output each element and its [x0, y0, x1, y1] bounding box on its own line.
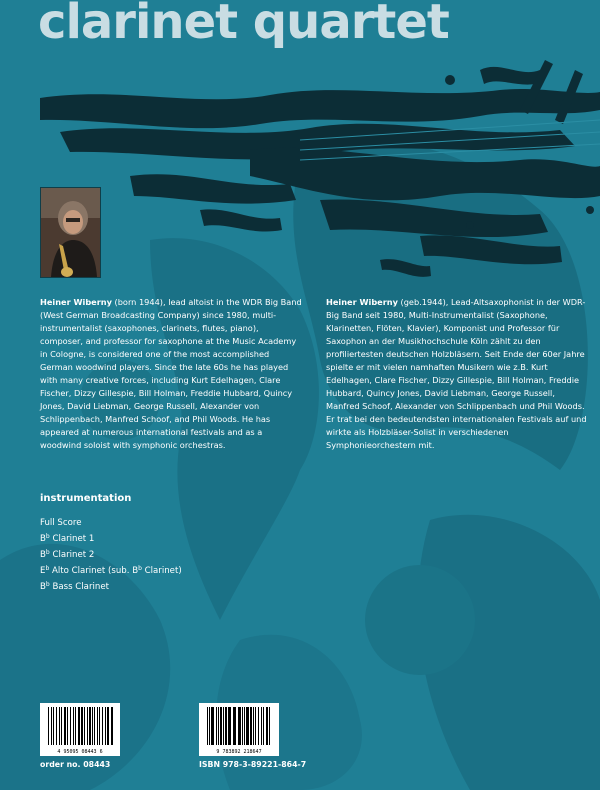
bio-name-en: Heiner Wiberny	[40, 297, 112, 307]
order-number-caption: order no. 08443	[40, 760, 111, 769]
instrument-item: $B^b$ Clarinet 1	[40, 533, 95, 544]
author-photo	[40, 187, 101, 278]
barcode-digits: 4 95095 08443 6	[57, 749, 103, 755]
barcode-bars	[199, 703, 279, 749]
instrumentation-list	[40, 517, 182, 594]
biography-english	[40, 296, 303, 452]
barcode-bars	[40, 703, 120, 749]
bio-name-de: Heiner Wiberny	[326, 297, 398, 307]
cover-title: clarinet quartet	[38, 0, 449, 50]
bio-text-de: (geb.1944), Lead-Altsaxophonist in der WDR-Big Band seit 1980, Multi-Instrumentalist (Saxophone, Klarinetten, Flöten, Klavier), Komponist und Professor für Saxophon an der Musikhochschule Köln zählt zu den profiliertesten deutschen Holzbläsern. Seit Ende der 60er Jahre spielte er mit vielen namhaften Musikern wie z.B. Kurt Edelhagen, Clare Fischer, Dizzy Gillespie, Bill Holman, Freddie Hubbard, Quincy Jones, David Liebman, George Russell, Manfred Schoof, Alexander von Schlippenbach und Phil Woods. Er trat bei den bedeutendsten internationalen Festivals auf und wirkte als Holzbläser-Solist in verschiedenen Symphonieorchestern mit.	[326, 297, 587, 450]
instrument-item: $B^b$ Clarinet 2	[40, 549, 95, 560]
instrument-item: $E^b$ Alto Clarinet (sub. $B^b$ Clarinet)	[40, 565, 182, 576]
biography-german	[326, 296, 589, 452]
barcode-isbn	[199, 703, 279, 756]
bio-text-en: (born 1944), lead altoist in the WDR Big Band (West German Broadcasting Company) since 1980, multi-instrumentalist (saxophones, clarinets, flutes, piano), composer, and professor for saxophone at the Music Academy in Cologne, is considered one of the most accomplished German woodwind players. Since the late 60s he has played with many creative forces, including Kurt Edelhagen, Clare Fischer, Dizzy Gillespie, Bill Holman, Freddie Hubbard, Quincy Jones, David Liebman, George Russell, Alexander von Schlippenbach, Manfred Schoof, and Phil Woods. He has appeared at numerous international festivals and as a woodwind soloist with symphonic orchestras.	[40, 297, 302, 450]
instrument-item: Full Score	[40, 518, 82, 528]
barcode-digits: 9 783892 218647	[216, 749, 262, 755]
instrument-item: $B^b$ Bass Clarinet	[40, 581, 109, 592]
isbn-caption: ISBN 978-3-89221-864-7	[199, 760, 307, 769]
barcode-order-number	[40, 703, 120, 756]
instrumentation-heading: instrumentation	[40, 493, 132, 504]
